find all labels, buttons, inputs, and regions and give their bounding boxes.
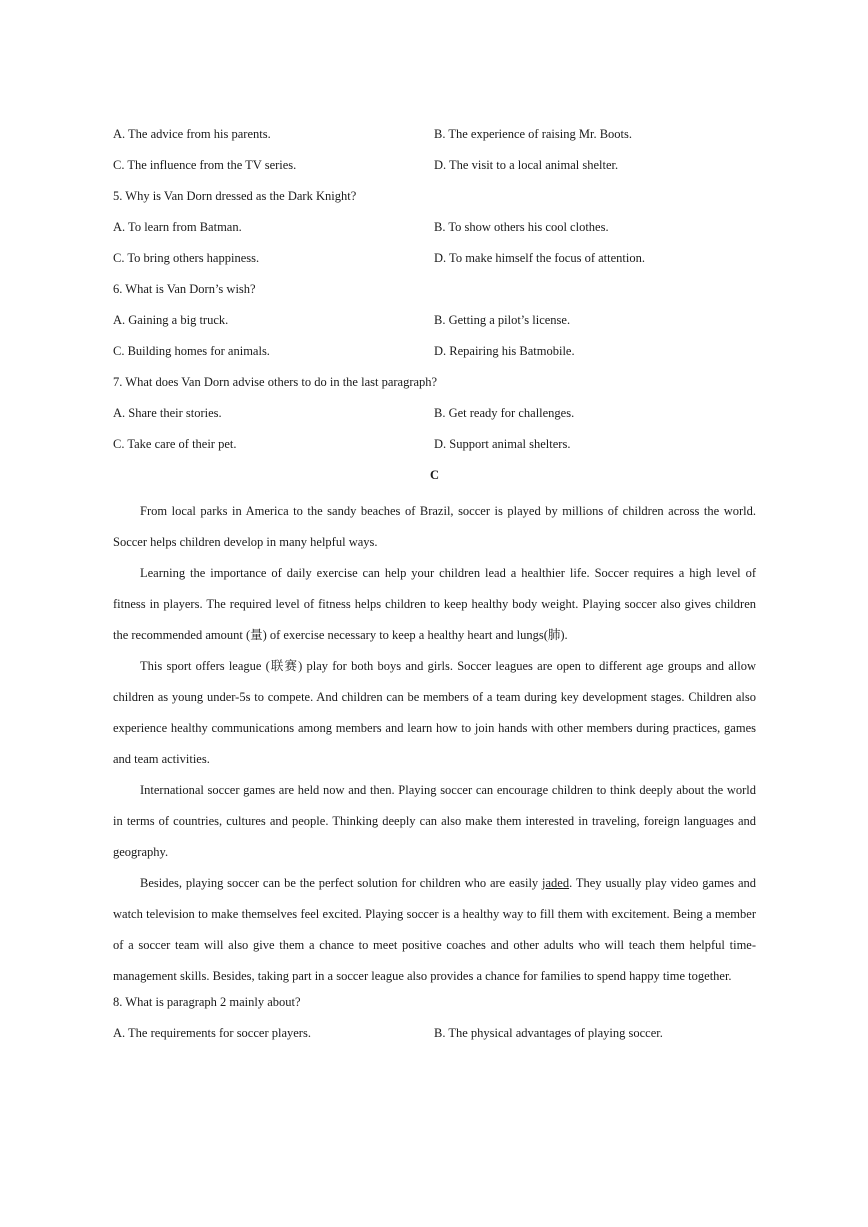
q5-option-a: A. To learn from Batman.: [113, 220, 242, 234]
section-c-heading: C: [429, 468, 440, 482]
q6-question: 6. What is Van Dorn’s wish?: [113, 282, 256, 296]
q4-option-c: C. The influence from the TV series.: [113, 158, 297, 172]
q6-option-a: A. Gaining a big truck.: [113, 313, 229, 327]
passage-paragraph-5: [113, 868, 756, 992]
q6-option-b: B. Getting a pilot’s license.: [434, 313, 571, 327]
q7-option-b: B. Get ready for challenges.: [434, 406, 575, 420]
paragraph-5-text-after: . They usually play video games and watch television to make themselves feel excited. Playing soccer is a healthy way to fill them with excitement. Being a member of a soccer team will also give them a chance to meet positive coaches and other adults who will teach them helpful time-management skills. Besides, taking part in a soccer league also provides a chance for families to spend happy time together.: [113, 876, 757, 983]
q7-option-c: C. Take care of their pet.: [113, 437, 237, 451]
q4-options-row-1: [113, 124, 756, 155]
passage-paragraph-2: Learning the importance of daily exercise can help your children lead a healthier life. Soccer requires a high level of fitness in players. The required level of fitness helps children to keep healthy body weight. Playing soccer also gives children the recommended amount (量) of exercise necessary to keep a healthy heart and lungs(肺).: [113, 566, 756, 642]
q7-option-d: D. Support animal shelters.: [434, 437, 571, 451]
q4-option-b: B. The experience of raising Mr. Boots.: [434, 127, 632, 141]
q8-option-b: B. The physical advantages of playing soccer.: [434, 1026, 663, 1040]
q7-options-row-1: [113, 403, 756, 434]
passage-paragraph-4: International soccer games are held now and then. Playing soccer can encourage children to think deeply about the world in terms of countries, cultures and people. Thinking deeply can also make them interested in traveling, foreign languages and geography.: [113, 783, 756, 859]
q6-options-row-2: [113, 341, 756, 372]
q5-option-b: B. To show others his cool clothes.: [434, 220, 609, 234]
underlined-word-jaded: jaded: [542, 876, 570, 890]
passage-paragraph-1: From local parks in America to the sandy beaches of Brazil, soccer is played by millions of children across the world. Soccer helps children develop in many helpful ways.: [113, 504, 756, 549]
q8-options-row-1: [113, 1023, 756, 1054]
exam-page: [113, 124, 756, 1054]
passage-paragraph-3: This sport offers league (联赛) play for both boys and girls. Soccer leagues are open to different age groups and allow children as young under-5s to compete. And children can be members of a team during key development stages. Children also experience healthy communications among members and learn how to join hands with other members during practices, games and team activities.: [113, 659, 756, 766]
q8-option-a: A. The requirements for soccer players.: [113, 1026, 311, 1040]
q5-question: 5. Why is Van Dorn dressed as the Dark Knight?: [113, 189, 357, 203]
q4-options-row-2: [113, 155, 756, 186]
q5-option-c: C. To bring others happiness.: [113, 251, 260, 265]
q6-option-c: C. Building homes for animals.: [113, 344, 270, 358]
q6-options-row-1: [113, 310, 756, 341]
q5-options-row-2: [113, 248, 756, 279]
q5-option-d: D. To make himself the focus of attention.: [434, 251, 645, 265]
q4-option-d: D. The visit to a local animal shelter.: [434, 158, 619, 172]
q7-option-a: A. Share their stories.: [113, 406, 222, 420]
q4-option-a: A. The advice from his parents.: [113, 127, 271, 141]
q8-question: 8. What is paragraph 2 mainly about?: [113, 995, 301, 1009]
q5-options-row-1: [113, 217, 756, 248]
q6-option-d: D. Repairing his Batmobile.: [434, 344, 575, 358]
q7-options-row-2: [113, 434, 756, 465]
paragraph-5-text-before: Besides, playing soccer can be the perfect solution for children who are easily: [140, 876, 543, 890]
q7-question: 7. What does Van Dorn advise others to do in the last paragraph?: [113, 375, 438, 389]
